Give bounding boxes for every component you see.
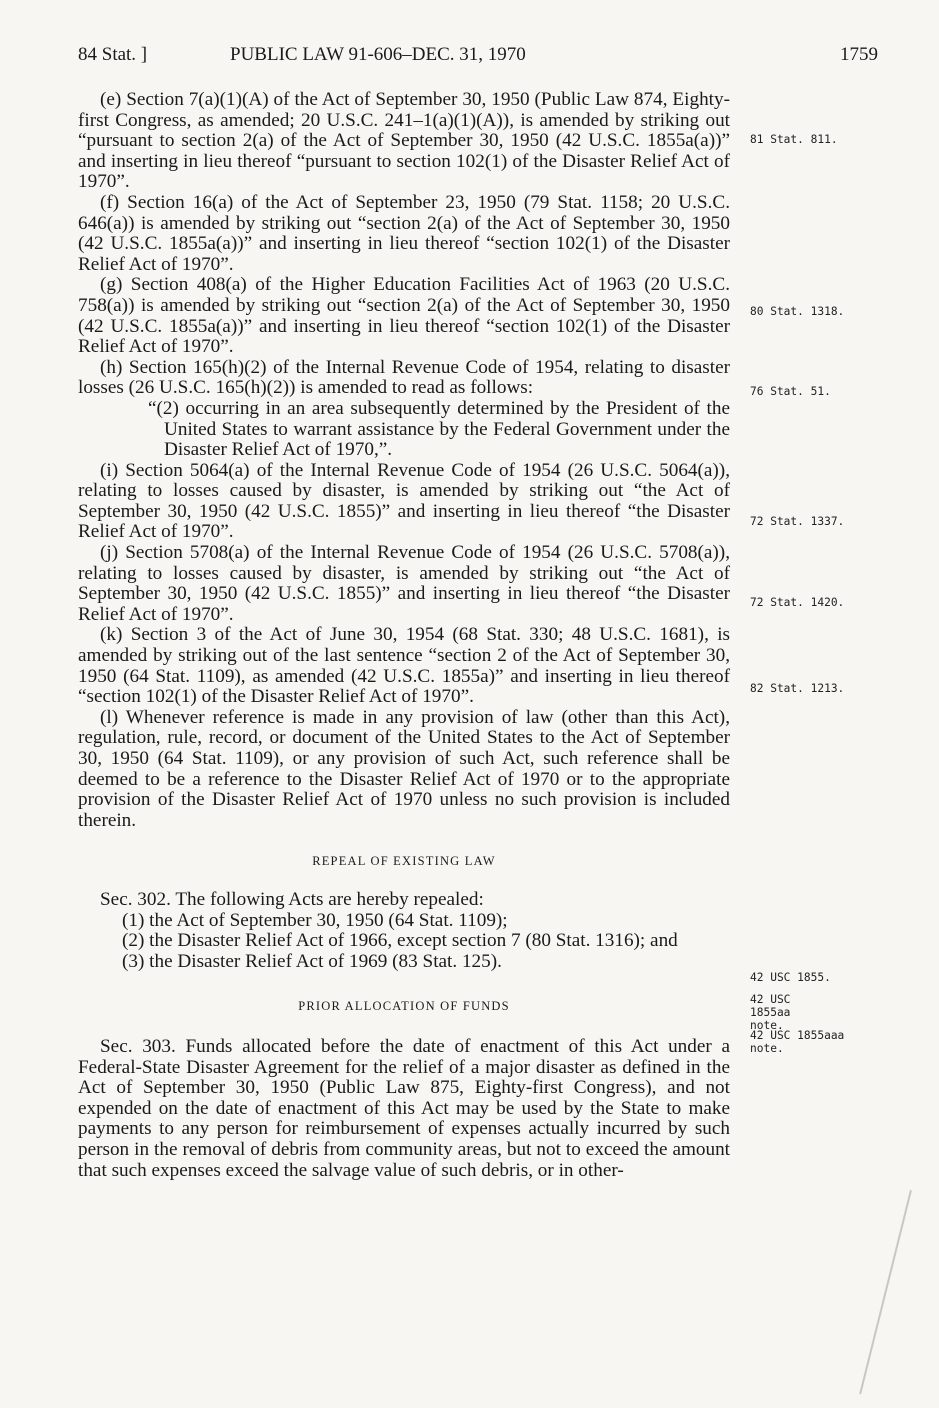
header-page-number: 1759 xyxy=(840,44,878,65)
section-302-item-1: (1) the Act of September 30, 1950 (64 Stat. 1109); xyxy=(122,909,508,931)
header-title: PUBLIC LAW 91-606–DEC. 31, 1970 xyxy=(230,44,526,65)
paragraph-j: (j) Section 5708(a) of the Internal Revenue Code of 1954 (26 U.S.C. 5708(a)), relating to losses caused by disaster, is amended by striking out “the Act of September 30, 1950 (42 U.S.C. 1855)” and inserting in lieu thereof “the Disaster Relief Act of 1970”. xyxy=(78,542,730,625)
paragraph-f: (f) Section 16(a) of the Act of September 23, 1950 (79 Stat. 1158; 20 U.S.C. 646(a)) is amended by striking out “section 2(a) of the Act of September 30, 1950 (42 U.S.C. 1855a(a))” and inserting in lieu thereof “section 102(1) of the Disaster Relief Act of 1970”. xyxy=(78,191,730,275)
margin-note-72-stat-1420: 72 Stat. 1420. xyxy=(750,596,845,609)
paragraph-l: (l) Whenever reference is made in any provision of law (other than this Act), regulation, rule, record, or document of the United States to the Act of September 30, 1950 (64 Stat. 1109), or any provision of such Act, such reference shall be deemed to be a reference to the Disaster Relief Act of 1970 or to the appropriate provision of the Disaster Relief Act of 1970 unless no such provision is included therein. xyxy=(78,706,730,831)
section-302-item-3: (3) the Disaster Relief Act of 1969 (83 Stat. 125). xyxy=(122,950,502,972)
paragraph-k: (k) Section 3 of the Act of June 30, 1954 (68 Stat. 330; 48 U.S.C. 1681), is amended by striking out of the last sentence “section 2 of the Act of September 30, 1950 (64 Stat. 1109), as amended (42 U.S.C. 1855a)” and inserting in lieu thereof “section 102(1) of the Disaster Relief Act of 1970”. xyxy=(78,624,730,708)
paragraph-g: (g) Section 408(a) of the Higher Education Facilities Act of 1963 (20 U.S.C. 758(a)) is amended by striking out “section 2(a) of the Act of September 30, 1950 (42 U.S.C. 1855a(a))” and inserting in lieu thereof “section 102(1) of the Disaster Relief Act of 1970”. xyxy=(78,274,730,358)
section-heading-repeal: REPEAL OF EXISTING LAW xyxy=(312,854,496,869)
margin-note-42-usc-1855aa: 42 USC 1855aa note. xyxy=(750,993,791,1032)
margin-note-72-stat-1337: 72 Stat. 1337. xyxy=(750,515,845,528)
scan-artifact-line xyxy=(859,1190,911,1394)
paragraph-e: (e) Section 7(a)(1)(A) of the Act of September 30, 1950 (Public Law 874, Eighty-first Congress, as amended; 20 U.S.C. 241–1(a)(1)(A)), is amended by striking out “pursuant to section 2(a) of the Act of September 30, 1950 (42 U.S.C. 1855a(a))” and inserting in lieu thereof “pursuant to section 102(1) of the Disaster Relief Act of 1970”. xyxy=(78,89,730,193)
margin-note-82-stat-1213: 82 Stat. 1213. xyxy=(750,682,845,695)
document-body xyxy=(78,90,730,1181)
margin-note-80-stat-1318: 80 Stat. 1318. xyxy=(750,305,845,318)
section-302-item-2: (2) the Disaster Relief Act of 1966, except section 7 (80 Stat. 1316); and xyxy=(122,930,678,952)
paragraph-i: (i) Section 5064(a) of the Internal Revenue Code of 1954 (26 U.S.C. 5064(a)), relating to losses caused by disaster, is amended by striking out “the Act of September 30, 1950 (42 U.S.C. 1855)” and inserting in lieu thereof “the Disaster Relief Act of 1970”. xyxy=(78,459,730,543)
header-volume: 84 Stat. ] xyxy=(78,44,148,65)
paragraph-h: (h) Section 165(h)(2) of the Internal Revenue Code of 1954, relating to disaster losses (26 U.S.C. 165(h)(2)) is amended to read as follows: xyxy=(78,356,730,399)
margin-note-42-usc-1855: 42 USC 1855. xyxy=(750,971,831,984)
quoted-amendment: “(2) occurring in an area subsequently determined by the President of the United States to warrant assistance by the Federal Government under the Disaster Relief Act of 1970,”. xyxy=(148,397,730,461)
margin-note-76-stat-51: 76 Stat. 51. xyxy=(750,385,831,398)
margin-note-42-usc-1855aaa: 42 USC 1855aaa note. xyxy=(750,1029,845,1055)
section-302-intro: Sec. 302. The following Acts are hereby repealed: xyxy=(100,888,484,910)
page-header xyxy=(78,44,878,70)
margin-note-81-stat-811: 81 Stat. 811. xyxy=(750,133,838,146)
section-heading-prior-allocation: PRIOR ALLOCATION OF FUNDS xyxy=(298,999,510,1014)
section-303-text: Sec. 303. Funds allocated before the date of enactment of this Act under a Federal-State Disaster Agreement for the relief of a major disaster as defined in the Act of September 30, 1950 (Public Law 875, Eighty-first Congress), and not expended on the date of enactment of this Act may be used by the State to make payments to any person for reimbursement of expenses actually incurred by such person in the removal of debris from community areas, but not to exceed the amount that such expenses exceed the salvage value of such debris, or in other- xyxy=(78,1035,730,1181)
